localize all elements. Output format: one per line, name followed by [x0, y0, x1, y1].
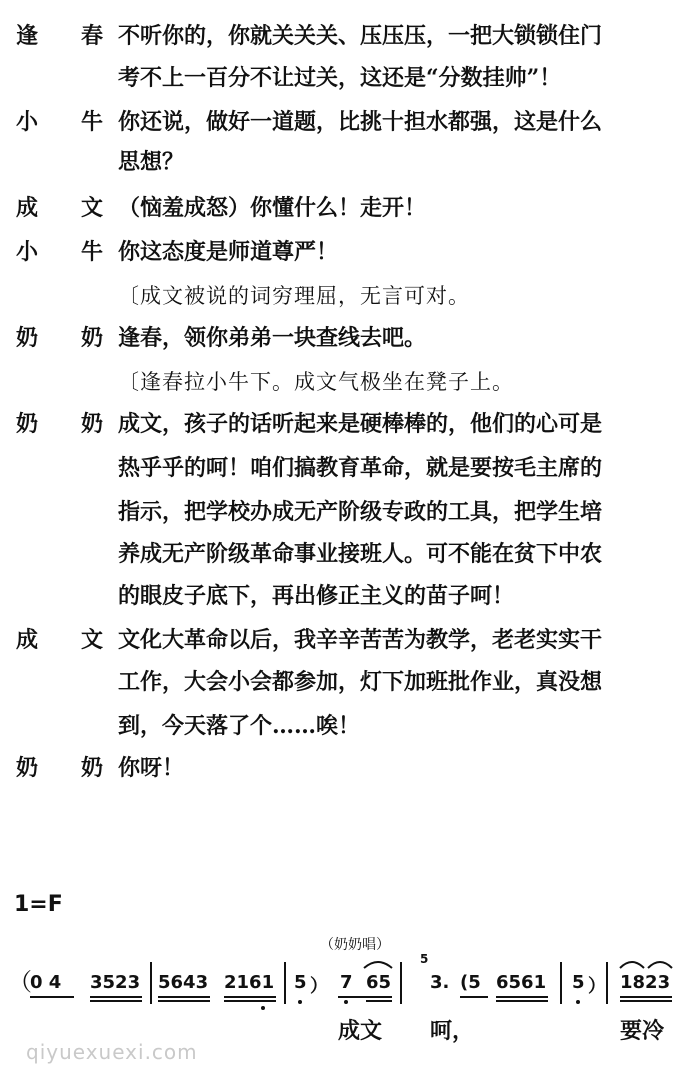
stage-direction: 〔成文被说的词穷理屈，无言可对。 — [118, 284, 470, 308]
dialogue-line: 考不上一百分不让过关，这还是“分数挂帅”！ — [118, 65, 562, 91]
dialogue-line: 不听你的，你就关关关、压压压，一把大锁锁住门 — [118, 23, 603, 49]
dialogue-line: 到，今天落了个……唉！ — [118, 713, 361, 739]
beam-line — [620, 996, 672, 998]
beam-line — [158, 1000, 210, 1002]
speaker-name: 成 文 — [15, 195, 103, 221]
beam-line — [620, 1000, 672, 1002]
bar-line — [400, 962, 402, 1004]
slur-mark — [618, 956, 676, 970]
dialogue-line: 工作，大会小会都参加，灯下加班批作业，真没想 — [118, 669, 603, 695]
dialogue-line: 指示，把学校办成无产阶级专政的工具，把学生培 — [118, 499, 603, 525]
note-group: 0 4 — [30, 972, 62, 993]
speaker-name: 奶 奶 — [15, 411, 103, 437]
dialogue-line: 文化大革命以后，我辛辛苦苦为教学，老老实实干 — [118, 627, 603, 653]
paren-close: ） — [588, 976, 606, 997]
note-group: 3523 — [90, 972, 141, 993]
dialogue-line: （恼羞成怒）你懂什么！走开！ — [118, 195, 427, 221]
slur-mark — [362, 956, 394, 970]
beam-line — [338, 996, 392, 998]
beam-line — [366, 1000, 392, 1002]
beam-line — [90, 1000, 142, 1002]
bar-line — [284, 962, 286, 1004]
grace-note: 5 — [420, 952, 429, 966]
bar-line — [150, 962, 152, 1004]
dialogue-line: 你呀！ — [118, 755, 185, 781]
beam-line — [460, 996, 488, 998]
note-group: 7 — [340, 972, 353, 993]
note-group: 2161 — [224, 972, 275, 993]
low-octave-dot — [298, 1000, 302, 1004]
beam-line — [496, 996, 548, 998]
note-group: 1823 — [620, 972, 671, 993]
speaker-name: 成 文 — [15, 627, 103, 653]
stage-direction: 〔逢春拉小牛下。成文气极坐在凳子上。 — [118, 370, 514, 394]
speaker-name: 奶 奶 — [15, 325, 103, 351]
key-signature: 1=F — [14, 892, 63, 917]
bar-line — [560, 962, 562, 1004]
dialogue-line: 养成无产阶级革命事业接班人。可不能在贫下中农 — [118, 541, 603, 567]
dialogue-line: 成文，孩子的话听起来是硬棒棒的，他们的心可是 — [118, 411, 603, 437]
low-octave-dot — [261, 1006, 265, 1010]
note-group: (5 — [460, 972, 481, 993]
paren-open: （ — [8, 968, 32, 996]
beam-line — [496, 1000, 548, 1002]
dialogue-line: 的眼皮子底下，再出修正主义的苗子呵！ — [118, 583, 515, 609]
speaker-name: 奶 奶 — [15, 755, 103, 781]
lyric: 成文 — [338, 1018, 383, 1044]
beam-line — [30, 996, 74, 998]
dialogue-line: 思想？ — [118, 149, 185, 175]
speaker-name: 逢 春 — [15, 23, 103, 49]
note-group: 5 — [294, 972, 307, 993]
singer-note: （奶奶唱） — [320, 937, 390, 953]
note-group: 5 — [572, 972, 585, 993]
bar-line — [606, 962, 608, 1004]
site-watermark: qiyuexuexi.com — [26, 1040, 198, 1064]
note-group: 6561 — [496, 972, 547, 993]
low-octave-dot — [344, 1000, 348, 1004]
paren-close: ） — [310, 976, 328, 997]
beam-line — [224, 996, 276, 998]
lyric: 呵， — [430, 1018, 475, 1044]
note-group: 3. — [430, 972, 450, 993]
note-group: 5643 — [158, 972, 209, 993]
low-octave-dot — [576, 1000, 580, 1004]
speaker-name: 小 牛 — [15, 239, 103, 265]
beam-line — [158, 996, 210, 998]
speaker-name: 小 牛 — [15, 109, 103, 135]
beam-line — [224, 1000, 276, 1002]
dialogue-line: 热乎乎的呵！咱们搞教育革命，就是要按毛主席的 — [118, 455, 603, 481]
dialogue-line: 你这态度是师道尊严！ — [118, 239, 339, 265]
note-group: 65 — [366, 972, 392, 993]
dialogue-line: 逢春，领你弟弟一块查线去吧。 — [118, 325, 427, 351]
beam-line — [90, 996, 142, 998]
lyric: 要冷 — [620, 1018, 665, 1044]
dialogue-line: 你还说，做好一道题，比挑十担水都强，这是什么 — [118, 109, 603, 135]
